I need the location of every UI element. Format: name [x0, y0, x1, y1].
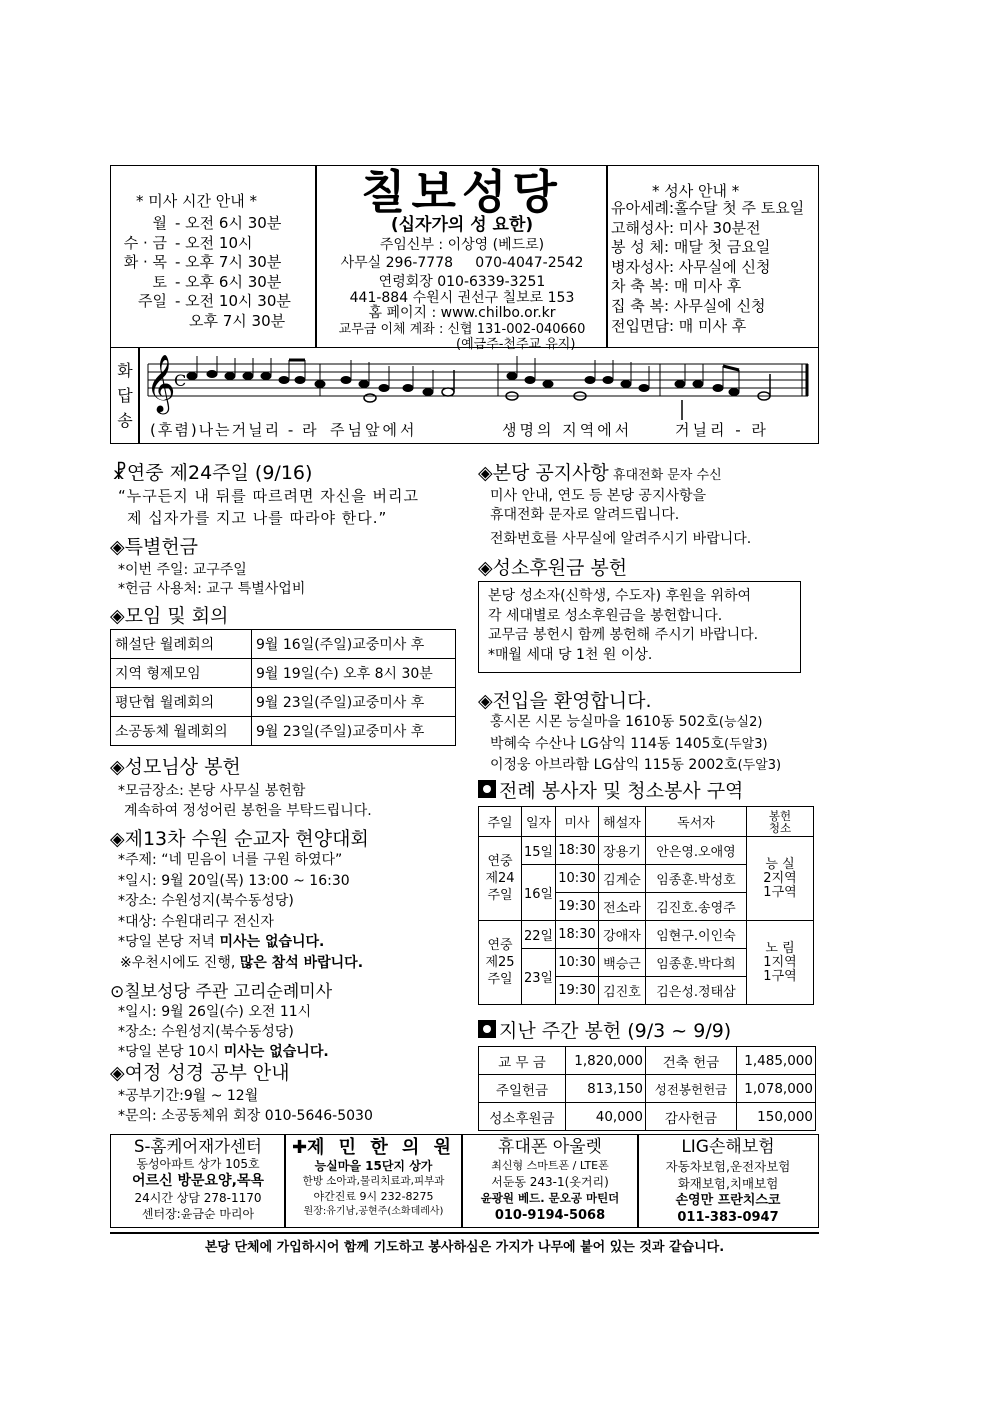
sacrament-detail: : 매 미사 후: [664, 277, 742, 296]
music-staff: [140, 350, 816, 420]
meeting-time: 9월 23일(주일)교중미사 후: [252, 717, 456, 746]
boxed-cross-icon: [478, 1020, 496, 1038]
ad-line: 능실마을 15단지 상가: [314, 1159, 433, 1173]
ad-line: 동성아파트 상가 105호: [136, 1157, 260, 1171]
table-row: [111, 717, 456, 746]
week-line: 연중: [487, 938, 513, 953]
ad-line: 자동차보험,운전자보험: [665, 1159, 791, 1174]
col-header: 주일: [479, 807, 522, 837]
meetings-title: ◈모임 및 회의: [110, 605, 229, 627]
church-council-phone: 연령회장 010-6339-3251: [378, 274, 546, 290]
boxed-cross-icon: [478, 780, 496, 798]
bible-line: *문의: 소공동체위 회장 010-5646-5030: [118, 1108, 373, 1124]
reader-cell: 김진호.송영주: [646, 893, 747, 921]
martyrs-rain-bold: 많은 참석 바랍니다.: [239, 954, 364, 971]
ad-line: 한방 소아과,물리치료과,피부과: [302, 1175, 445, 1187]
table-row: [479, 837, 814, 865]
mass-day: 월: [152, 214, 167, 232]
martyrs-rain-text: ※우천시에도 진행,: [120, 954, 240, 971]
ad-line: 화재보험,치매보험: [677, 1176, 779, 1191]
footer-text: 본당 단체에 가입하시어 함께 기도하고 봉사하심은 가지가 나무에 붙어 있는 것과 같습니다.: [204, 1240, 725, 1255]
ad-title: S-홈케어재가센터: [133, 1137, 262, 1156]
meeting-time: 9월 23일(주일)교중미사 후: [252, 688, 456, 717]
vocation-title: ◈성소후원금 봉헌: [478, 557, 628, 579]
servers-title-text: 전례 봉사자 및 청소봉사 구역: [499, 780, 744, 802]
offering-name: 교 무 금: [479, 1047, 566, 1075]
day-cell: 15일: [522, 837, 556, 865]
col-header: 봉헌: [768, 808, 792, 823]
commentator-cell: 전소라: [599, 893, 646, 921]
ad-line: 윤광원 베드. 문오공 마틴더: [480, 1191, 620, 1205]
statue-line: *모금장소: 본당 사무실 봉헌함: [118, 783, 306, 799]
mass-time: 오후 7시 30분: [189, 311, 286, 330]
cleaning-cell: [747, 921, 814, 1005]
notice-title-sub: 휴대전화 문자 수신: [608, 468, 722, 483]
table-row: [479, 921, 814, 949]
ad-line: 011-383-0947: [677, 1210, 779, 1225]
reader-cell: 임종훈.박다희: [646, 949, 747, 977]
servers-title: [478, 776, 743, 803]
col-header-offering: [747, 807, 814, 837]
offering-amount: 813,150: [566, 1075, 646, 1103]
notice-line: 미사 안내, 연도 등 본당 공지사항을: [490, 488, 707, 504]
bible-title: ◈여정 성경 공부 안내: [110, 1062, 290, 1084]
mass-day: 토: [152, 272, 167, 291]
sacrament-row: [611, 219, 804, 239]
week-line: 주일: [487, 972, 513, 987]
psalm-label-char: 답: [117, 386, 133, 405]
vocation-line: 각 세대별로 성소후원금을 봉헌합니다.: [488, 607, 723, 624]
sunday-quote-2: 제 십자가를 지고 나를 따라야 한다.”: [127, 509, 388, 527]
cleaning-line: 능 실: [765, 856, 795, 872]
col-header: 일자: [522, 807, 556, 837]
reader-cell: 임종훈.박성호: [646, 865, 747, 893]
ad-insurance: [639, 1136, 817, 1226]
table-row: [479, 807, 814, 837]
sacrament-row: [611, 258, 804, 278]
ad-title-row: [286, 1137, 461, 1159]
church-patron: (십자가의 성 요한): [390, 215, 534, 235]
meeting-name: 소공동체 월례회의: [111, 717, 252, 746]
cleaning-line: 1구역: [763, 968, 797, 984]
special-offering-line: *이번 주일: 교구주일: [118, 562, 247, 578]
offering-amount: 1,078,000: [737, 1075, 816, 1103]
offerings-title: [478, 1016, 731, 1043]
sacrament-row: [611, 297, 804, 317]
martyrs-note-bold: 미사는 없습니다.: [219, 934, 325, 951]
reader-cell: 안은영.오애영: [646, 837, 747, 865]
sacraments-list: [611, 199, 804, 336]
notice-line: 전화번호를 사무실에 알려주시기 바랍니다.: [490, 531, 752, 547]
table-row: [479, 1075, 816, 1103]
ad-clinic: [286, 1137, 461, 1219]
offering-name: 감사헌금: [646, 1103, 737, 1131]
mass-time: - 오후 7시 30분: [175, 253, 282, 271]
col-header: 미사: [556, 807, 599, 837]
statue-line: 계속하여 정성어린 봉헌을 부탁드립니다.: [124, 803, 372, 819]
vocation-text: [488, 587, 758, 665]
week-cell: [479, 837, 522, 921]
ad-line: 어르신 방문요양,목욕: [132, 1173, 264, 1189]
ad-line: 서둔동 243-1(옷거리): [491, 1175, 609, 1189]
sacrament-row: [611, 317, 804, 337]
sacrament-detail: : 사무실에 신청: [668, 257, 771, 276]
reader-cell: 임현구.이인숙: [646, 921, 747, 949]
week-line: 연중: [487, 854, 513, 869]
martyrs-note-text: *당일 본당 저녁: [118, 934, 220, 951]
offering-amount: 1,820,000: [566, 1047, 646, 1075]
notice-title: [478, 458, 722, 485]
mass-time: - 오전 10시 30분: [175, 292, 291, 310]
welcome-name: 홍시몬 시몬 능실마을 1610동 502호: [490, 714, 719, 730]
church-pastor: 주임신부 : 이상영 (베드로): [379, 237, 545, 253]
week-line: 제24: [485, 871, 515, 886]
pilgrimage-note-bold: 미사는 없습니다.: [223, 1044, 329, 1060]
notice-line: 휴대전화 문자로 알려드립니다.: [490, 507, 680, 523]
sacraments-title: * 성사 안내 *: [652, 182, 740, 200]
list-item: [490, 712, 781, 734]
welcome-name: 이정웅 아브라함 LG삼익 115동 2002호: [490, 757, 738, 773]
table-row: [111, 630, 456, 659]
offering-amount: 40,000: [566, 1103, 646, 1131]
sacrament-row: [611, 238, 804, 258]
psalm-lyric: 생명의 지역에서: [502, 421, 633, 439]
ad-line: 24시간 상담 278-1170: [134, 1191, 262, 1205]
martyrs-title: ◈제13차 수원 순교자 현양대회: [110, 828, 369, 850]
martyrs-line: *대상: 수원대리구 전신자: [118, 913, 274, 930]
vocation-line: *매월 세대 당 1천 원 이상.: [488, 646, 653, 663]
commentator-cell: 김계순: [599, 865, 646, 893]
cleaning-line: 1지역: [763, 954, 797, 970]
sunday-title: [112, 458, 312, 485]
mass-day: [115, 312, 167, 332]
offering-name: 성소후원금: [479, 1103, 566, 1131]
psalm-label-char: 화: [117, 361, 133, 380]
offering-name: 성전봉헌헌금: [646, 1075, 737, 1103]
day-cell: 16일: [522, 865, 556, 921]
week-line: 주일: [487, 888, 513, 903]
church-name: 칠보성당: [361, 165, 563, 219]
day-cell: 22일: [522, 921, 556, 949]
mass-times-title: * 미사 시간 안내 *: [136, 192, 258, 210]
table-row: [479, 1047, 816, 1075]
psalm-lyric: (후렴)나는거닐리 - 라: [150, 421, 319, 439]
common-time-icon: C: [174, 371, 187, 390]
header-divider-right: [606, 165, 608, 348]
commentator-cell: 강애자: [599, 921, 646, 949]
mass-day: 주일: [138, 292, 167, 310]
meeting-name: 평단협 월례회의: [111, 688, 252, 717]
chi-rho-icon: ☧: [112, 462, 127, 484]
sacrament-detail: : 미사 30분전: [668, 218, 761, 237]
pilgrimage-line: *장소: 수원성지(북수동성당): [118, 1024, 294, 1040]
ad-line: 센터장:윤금순 마리아: [141, 1207, 255, 1221]
sacrament-name: 유아세례: [611, 199, 669, 217]
sacrament-row: [611, 277, 804, 297]
church-address: 441-884 수원시 권선구 칠보로 153: [349, 290, 575, 306]
commentator-cell: 장용기: [599, 837, 646, 865]
cleaning-cell: [747, 837, 814, 921]
psalm-label-char: 송: [117, 411, 133, 430]
church-account-holder: (예금주-천주교 유지): [456, 337, 576, 352]
welcome-list: [490, 712, 781, 777]
church-account: 교무금 이체 계좌 : 신협 131-002-040660: [338, 322, 586, 337]
treble-clef-icon: 𝄞: [146, 354, 176, 412]
ad-line: 손영만 프란치스코: [675, 1193, 781, 1208]
welcome-area: (두알3): [737, 758, 782, 773]
cleaning-line: 노 림: [765, 940, 795, 956]
col-header: 해설자: [599, 807, 646, 837]
ad-line: 최신형 스마트폰 / LTE폰: [491, 1159, 609, 1172]
mass-cell: 18:30: [556, 837, 599, 865]
welcome-title: ◈전입을 환영합니다.: [478, 690, 652, 712]
cleaning-line: 2지역: [763, 870, 797, 886]
ad-title: 제 민 한 의 원: [307, 1137, 456, 1158]
martyrs-line: *주제: “네 믿음이 너를 구원 하였다”: [118, 852, 343, 868]
reader-cell: 김은성.정태삼: [646, 977, 747, 1005]
mass-day: 수 · 금: [123, 233, 167, 252]
sacrament-name: 봉 성 체: [611, 238, 665, 257]
sacrament-detail: :홀수달 첫 주 토요일: [668, 199, 805, 217]
sunday-quote-1: “누구든지 내 뒤를 따르려면 자신을 버리고: [118, 487, 419, 505]
week-line: 제25: [485, 955, 515, 970]
ad-title: LIG손해보험: [681, 1137, 775, 1157]
church-office-phone: 사무실 296-7778 070-4047-2542: [340, 255, 584, 271]
cleaning-line: 1구역: [763, 884, 797, 900]
week-cell: [479, 921, 522, 1005]
offering-amount: 150,000: [737, 1103, 816, 1131]
welcome-name: 박혜숙 수산나 LG삼익 114동 1405호: [490, 735, 725, 752]
meeting-name: 지역 형제모임: [111, 659, 252, 688]
footer-rule: [110, 1232, 819, 1234]
martyrs-note: [118, 932, 363, 953]
pilgrimage-line: *일시: 9월 26일(수) 오전 11시: [118, 1004, 312, 1020]
ad-phone: [463, 1136, 637, 1224]
ad-homecare: [112, 1137, 284, 1222]
ad-line: 원장:유기남,공현주(소화데레사): [303, 1206, 444, 1217]
mass-time: - 오전 6시 30분: [175, 214, 282, 232]
servers-table: [478, 806, 814, 1005]
offerings-title-text: 지난 주간 봉헌 (9/3 ~ 9/9): [499, 1020, 732, 1042]
martyrs-line: *일시: 9월 20일(목) 13:00 ~ 16:30: [118, 872, 350, 889]
offerings-table: [478, 1046, 816, 1131]
psalm-lyric: 주님앞에서: [330, 421, 418, 439]
pilgrimage-title: ⊙칠보성당 주관 고리순례미사: [110, 982, 333, 1002]
ad-title: 휴대폰 아울렛: [498, 1137, 602, 1157]
sacrament-row: [611, 199, 804, 219]
ad-line: 010-9194-5068: [494, 1208, 606, 1223]
special-offering-title: ◈특별헌금: [110, 536, 199, 558]
commentator-cell: 김진호: [599, 977, 646, 1005]
col-header-sub: 청소: [768, 820, 792, 835]
day-cell: 23일: [522, 949, 556, 1005]
bible-line: *공부기간:9월 ~ 12월: [118, 1088, 259, 1104]
vocation-line: 본당 성소자(신학생, 수도자) 후원을 위하여: [488, 588, 752, 604]
mass-time: - 오후 6시 30분: [175, 272, 282, 291]
sacrament-name: 병자성사: [611, 257, 669, 276]
church-homepage: 홈 페이지 : www.chilbo.or.kr: [368, 305, 556, 321]
commentator-cell: 백승근: [599, 949, 646, 977]
meeting-name: 해설단 월례회의: [111, 630, 252, 659]
mass-time: - 오전 10시: [175, 233, 253, 252]
welcome-area: (능실2): [718, 715, 763, 730]
offering-amount: 1,485,000: [737, 1047, 816, 1075]
offering-name: 주일헌금: [479, 1075, 566, 1103]
sacrament-name: 집 축 복: [611, 296, 665, 315]
special-offering-line: *헌금 사용처: 교구 특별사업비: [118, 581, 306, 597]
pilgrimage-note-text: *당일 본당 10시: [118, 1044, 224, 1060]
mass-cell: 10:30: [556, 949, 599, 977]
mass-cell: 19:30: [556, 977, 599, 1005]
mass-day: 화 · 목: [123, 253, 167, 271]
sacrament-name: 고해성사: [611, 218, 669, 237]
mass-cell: 19:30: [556, 893, 599, 921]
header-divider-left: [315, 165, 317, 348]
mass-cell: 10:30: [556, 865, 599, 893]
sacrament-detail: : 매 미사 후: [668, 316, 747, 335]
col-header: 독서자: [646, 807, 747, 837]
vocation-line: 교무금 봉헌시 함께 봉헌해 주시기 바랍니다.: [488, 627, 759, 644]
meetings-table: [110, 629, 456, 746]
psalm-lyric: 거닐리 - 라: [675, 421, 769, 439]
martyrs-details: [118, 850, 363, 974]
offering-name: 건축 헌금: [646, 1047, 737, 1075]
meeting-time: 9월 16일(주일)교중미사 후: [252, 630, 456, 659]
list-item: [490, 734, 781, 756]
mass-times-list: [115, 214, 291, 331]
table-row: [479, 1103, 816, 1131]
sacrament-name: 전입면담: [611, 316, 669, 335]
table-row: [111, 659, 456, 688]
table-row: [111, 688, 456, 717]
meeting-time: 9월 19일(수) 오후 8시 30분: [252, 659, 456, 688]
sacrament-detail: : 사무실에 신청: [664, 296, 766, 315]
notice-title-text: ◈본당 공지사항: [478, 462, 609, 484]
list-item: [490, 755, 781, 777]
statue-title: ◈성모님상 봉헌: [110, 756, 241, 778]
sacrament-name: 차 축 복: [611, 277, 665, 296]
welcome-area: (두알3): [724, 736, 768, 752]
martyrs-rain: [120, 953, 363, 974]
mass-cell: 18:30: [556, 921, 599, 949]
psalm-label: [112, 358, 138, 433]
sacrament-detail: : 매달 첫 금요일: [664, 238, 771, 257]
cross-icon: ✚: [291, 1137, 308, 1158]
ad-line: 야간진료 9시 232-8275: [313, 1190, 434, 1203]
sunday-title-text: 연중 제24주일 (9/16): [126, 462, 313, 484]
martyrs-line: *장소: 수원성지(북수동성당): [118, 893, 294, 910]
